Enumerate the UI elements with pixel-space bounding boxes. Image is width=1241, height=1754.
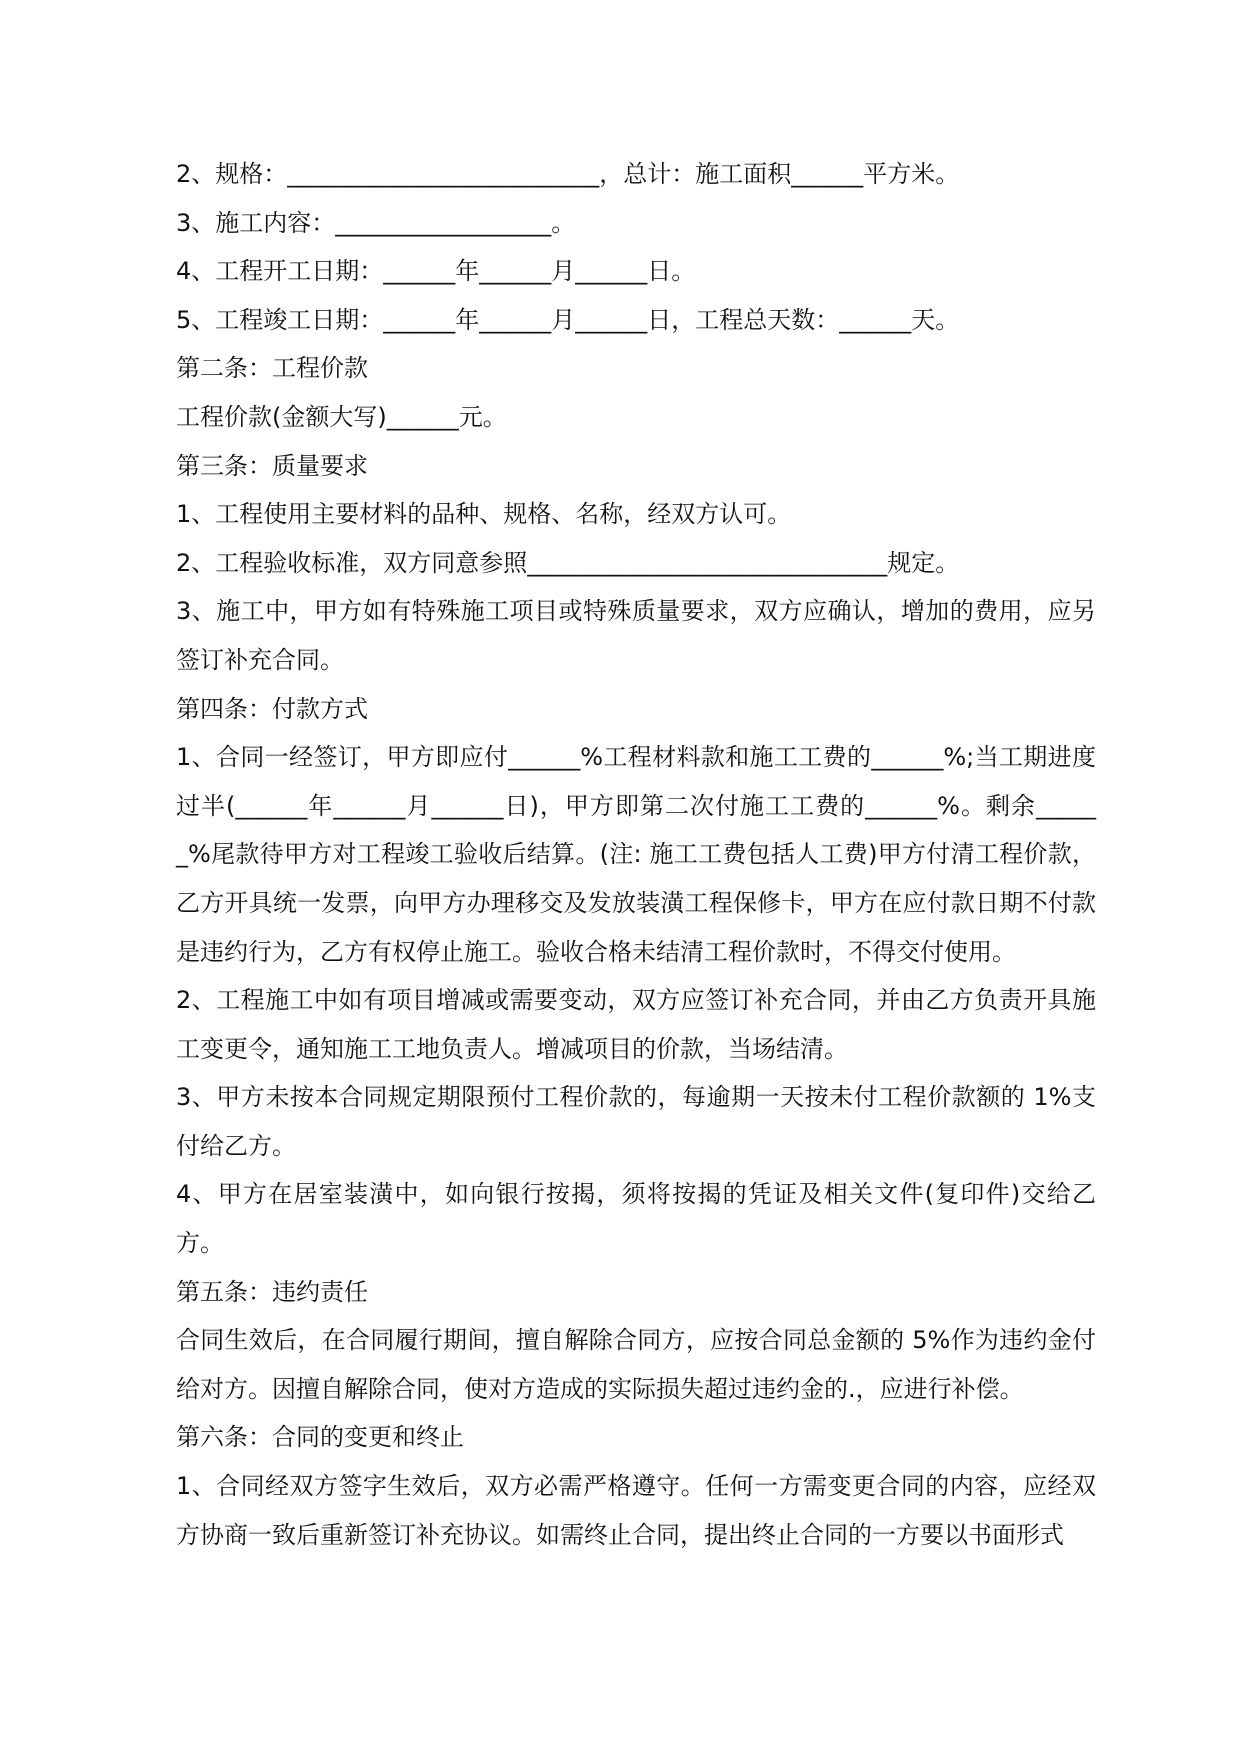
breach-paragraph: 合同生效后，在合同履行期间，擅自解除合同方，应按合同总金额的 5%作为违约金付给对方。因擅自解除合同，使对方造成的实际损失超过违约金的.，应进行补偿。 [176,1326,1096,1403]
spec-line: 2、规格：__________________________，总计：施工面积______平方米。 [176,160,960,188]
payment-item-3: 3、甲方未按本合同规定期限预付工程价款的，每逾期一天按未付工程价款额的 1%支付给乙方。 [176,1083,1096,1160]
start-date-line: 4、工程开工日期：______年______月______日。 [176,257,696,286]
quality-item-2: 2、工程验收标准，双方同意参照______________________________规定。 [176,548,960,577]
section-heading-breach: 第五条：违约责任 [176,1277,368,1306]
payment-item-2: 2、工程施工中如有项目增减或需要变动，双方应签订补充合同，并由乙方负责开具施工变更令，通知施工工地负责人。增减项目的价款，当场结清。 [176,986,1096,1063]
section-heading-price: 第二条：工程价款 [176,354,368,383]
payment-item-1: 1、合同一经签订，甲方即应付______%工程材料款和施工工费的______%;当工期进度过半(______年______月______日)，甲方即第二次付施工工费的______%。剩余______%尾款待甲方对工程竣工验收后结算。(注: 施工工费包括人工费)甲方付清工程价款，乙方开具统一发票，向甲方办理移交及发放装潢工程保修卡，甲方在应付款日期不付款是违约行为，乙方有权停止施工。验收合格未结清工程价款时，不得交付使用。 [176,743,1096,966]
price-line: 工程价款(金额大写)______元。 [176,402,507,431]
quality-item-1: 1、工程使用主要材料的品种、规格、名称，经双方认可。 [176,500,792,529]
section-heading-change: 第六条：合同的变更和终止 [176,1423,464,1452]
payment-item-4: 4、甲方在居室装潢中，如向银行按揭，须将按揭的凭证及相关文件(复印件)交给乙方。 [176,1180,1096,1258]
completion-date-line: 5、工程竣工日期：______年______月______日，工程总天数：______天。 [176,305,960,334]
quality-item-3: 3、施工中，甲方如有特殊施工项目或特殊质量要求，双方应确认，增加的费用，应另签订补充合同。 [176,597,1096,674]
section-heading-quality: 第三条：质量要求 [176,451,368,480]
document-page [176,150,1096,1559]
section-heading-payment: 第四条：付款方式 [176,694,368,723]
construction-content-line: 3、施工内容：__________________。 [176,208,576,237]
change-item-1: 1、合同经双方签字生效后，双方必需严格遵守。任何一方需变更合同的内容，应经双方协商一致后重新签订补充协议。如需终止合同，提出终止合同的一方要以书面形式 [176,1472,1096,1549]
